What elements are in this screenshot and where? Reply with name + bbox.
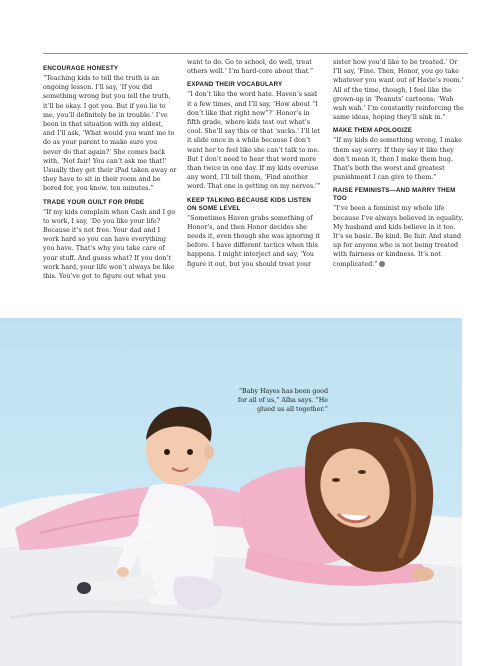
paragraph: “If my kids do something wrong, I make them say sorry. If they say it like they don’t mean it, then I make them hug. That’s both the worst and greatest punishment I can give to them.” [333,137,462,182]
article-column-1 [43,58,177,282]
section-heading-raise-feminists: RAISE FEMINISTS—AND MARRY THEM TOO [333,187,456,203]
article-column-3 [333,58,467,270]
woman-hand [412,567,434,581]
baby-ear [204,445,214,459]
baby-hand [117,567,129,577]
paragraph-text: “I’ve been a feminist my whole life because I’ve always believed in equality. My husband and kids believe in it too. It’s so basic. Be kind. Be fair. And stand up for anyone who is not being treated with fairness or kindness. It’s not complicated.” [333,205,464,268]
baby-foot [77,582,91,594]
top-rule [43,53,468,54]
paragraph: “Teaching kids to tell the truth is an ongoing lesson. I’ll say, ‘If you did something wrong but you tell the truth, it’ll be okay. I got you. But if you lie to me, you’ll definitely be in trouble.’ I’ve been in that situation with my eldest, and I’ll ask, ‘What would you want me to do as your parent to make sure you never do that again?’ She comes back with, ‘Not fair! You can’t ask me that!’ Usually they get their iPad taken away or they have to sit in their room and be bored for, you know, ten minutes.” [43,75,177,193]
section-heading-expand-vocabulary: EXPAND THEIR VOCABULARY [187,81,283,89]
paragraph: “I don’t like the word hate. Haven’s said it a few times, and I’ll say, ‘How about “I don’t like that right now”?’ Honor’s in fifth grade, where kids test out what’s cool. She’ll say this or that ‘sucks.’ I’ll let it slide once in a while because I don’t want her to feel like she can’t talk to me. But I don’t need to hear that word more than twice in one day. If my kids overuse any word, I’ll tell them, ‘Find another word. That one is getting on my nerves.’” [187,91,321,191]
baby-eye [187,449,193,455]
paragraph: “Sometimes Haven grabs something of Honor’s, and then Honor decides she needs it, even though she was ignoring it before. I have different tactics when this happens. I might interject and say, ‘You figure it out, but you should treat your [187,214,320,268]
paragraph: want to do. Go to school, do well, treat others well.’ I’m hard-core about that.” [187,59,314,76]
photo-caption: “Baby Hayes has been good for all of us,” Alba says. “He glued us all together.” [237,388,328,413]
paragraph: “If my kids complain when Cash and I go to work, I say, ‘Do you like your life? Because it’s not free. Your dad and I work hard so you can have everything you have. That’s why you take care of your stuff. And guess what? If you don’t work hard, your life won’t always be like this. You’ve got to figure out what you [43,208,176,281]
section-heading-make-them-apologize: MAKE THEM APOLOGIZE [333,127,413,135]
baby-eye [164,449,170,455]
article-photo [0,318,462,666]
end-mark-icon [379,261,385,267]
section-heading-encourage-honesty: ENCOURAGE HONESTY [43,65,119,72]
woman-eye [358,470,366,474]
paragraph: sister how you’d like to be treated.’ Or I’ll say, ‘Fine. Then, Honor, you go take whatever you want out of Havie’s room.’ All of the time, though, I feel like the grown-up in ‘Peanuts’ cartoons: ‘Wah wah wah.’ I’m constantly reinforcing the same ideas, hoping they’ll sink in.” [333,59,464,122]
section-heading-keep-talking: KEEP TALKING BECAUSE KIDS LISTEN ON SOME LEVEL [187,196,312,212]
section-heading-trade-guilt: TRADE YOUR GUILT FOR PRIDE [43,198,145,206]
article-column-2 [187,58,321,270]
photo-illustration [0,318,462,666]
paragraph [333,204,467,268]
woman-eye [332,478,340,482]
